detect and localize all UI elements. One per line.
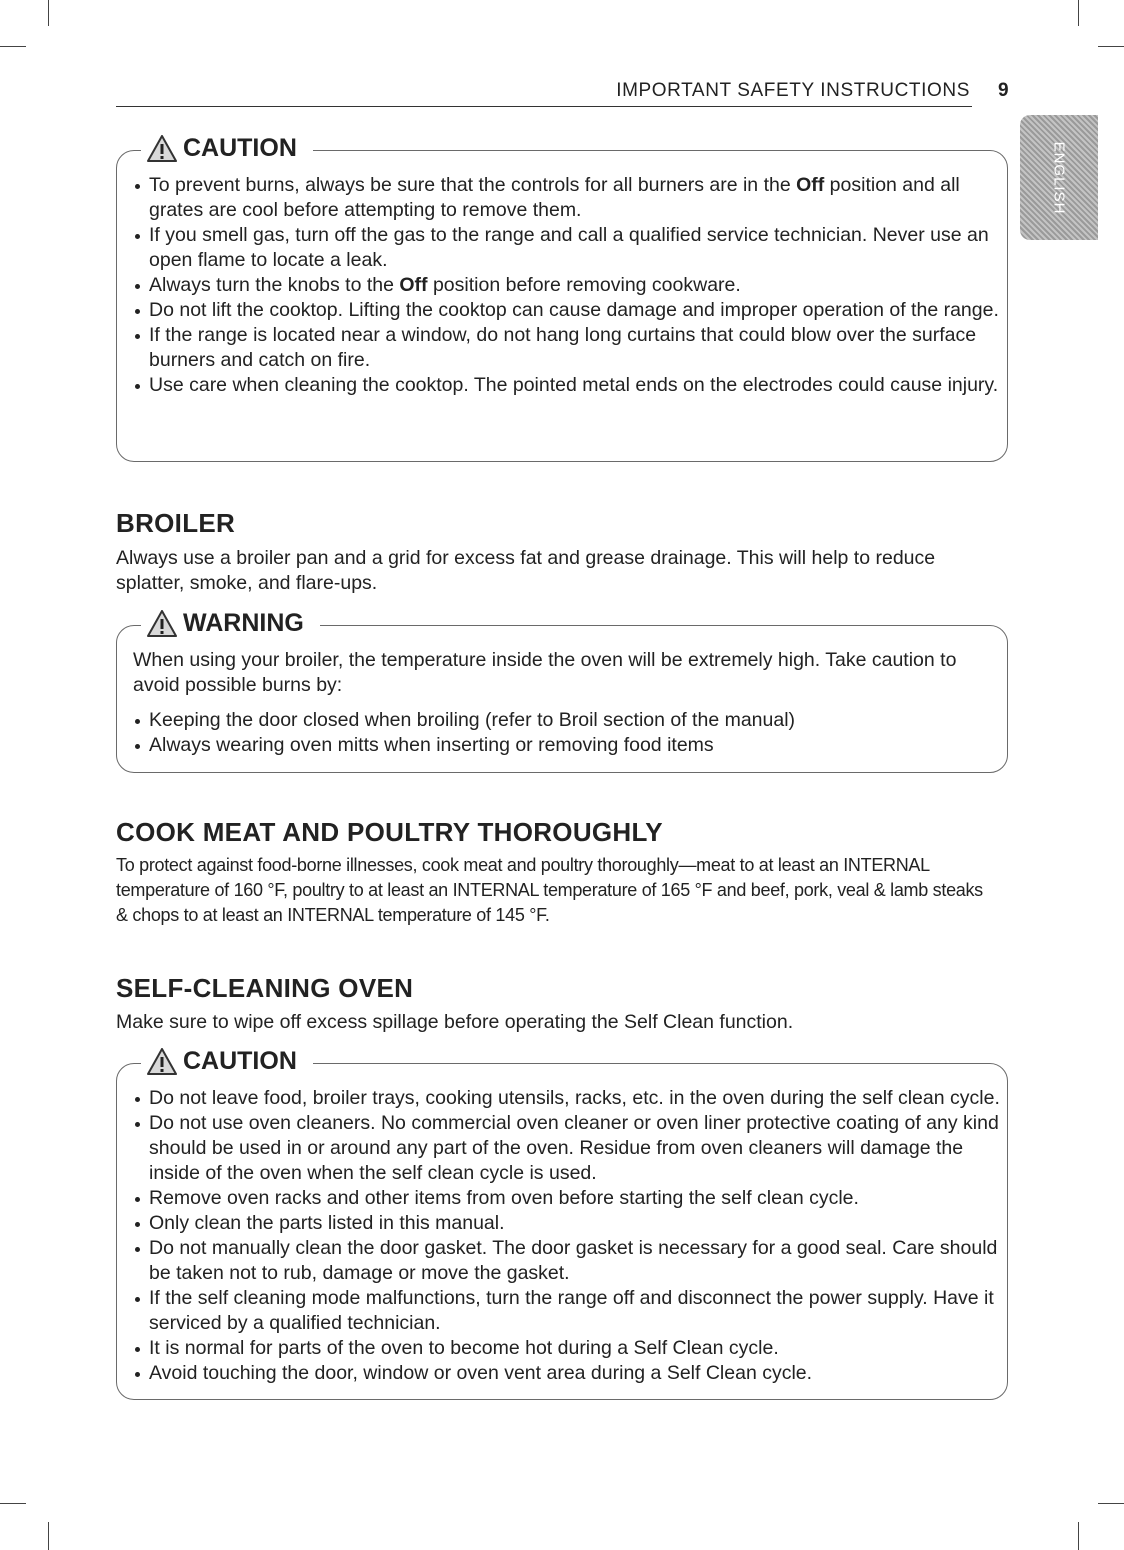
caution-list [117,1086,1007,1386]
bullet-text: Do not lift the cooktop. Lifting the cooktop can cause damage and improper operation of the range. [149,299,999,321]
warning-title [141,609,320,638]
bullet-item [117,1286,1007,1336]
bullet-text: Use care when cleaning the cooktop. The pointed metal ends on the electrodes could cause injury. [149,374,999,396]
crop-mark [1078,1522,1079,1550]
caution-box-self-clean [116,1047,1008,1400]
emphasis-text: Off [399,274,428,296]
bullet-item [117,1336,1007,1361]
bullet-item [117,1111,1007,1186]
bullet-text: Keeping the door closed when broiling (refer to Broil section of the manual) [149,709,796,731]
bullet-text: Avoid touching the door, window or oven vent area during a Self Clean cycle. [149,1362,813,1384]
language-tab-label: ENGLISH [1050,141,1068,214]
caution-title [141,134,313,163]
cook-meat-body: To protect against food-borne illnesses, cook meat and poultry thoroughly—meat to at least an INTERNAL temperature of 160 °F, poultry to at least an INTERNAL temperature of 165 °F and beef, pork, veal & lamb steaks & chops to at least an INTERNAL temperature of 145 °F. [116,855,983,925]
warning-list [117,708,1007,758]
bullet-text: If the self cleaning mode malfunctions, turn the range off and disconnect the power supply. Have it serviced by a qualified technician. [149,1287,994,1334]
bullet-text: Do not use oven cleaners. No commercial oven cleaner or oven liner protective coating of any kind should be used in or around any part of the oven. Residue from oven cleaners will damage the inside of the oven when the self clean cycle is used. [149,1112,999,1184]
bullet-text: Remove oven racks and other items from oven before starting the self clean cycle. [149,1187,859,1209]
running-header: IMPORTANT SAFETY INSTRUCTIONS [616,80,970,101]
bullet-item [117,273,1007,298]
crop-mark [48,1522,49,1550]
crop-mark [0,46,26,47]
bullet-text: Only clean the parts listed in this manual. [149,1212,505,1234]
crop-mark [1098,46,1124,47]
caution-title [141,1047,313,1076]
bullet-item [117,1211,1007,1236]
bullet-item [117,708,1007,733]
bullet-text: position and all grates are cool before attempting to remove them. [149,174,960,221]
bullet-item [117,1361,1007,1386]
broiler-heading: BROILER [116,508,236,538]
bullet-item [117,373,1007,398]
bullet-text: Always turn the knobs to the [149,274,400,296]
warning-box-broiler [116,609,1008,773]
warning-intro: When using your broiler, the temperature inside the oven will be extremely high. Take caution to avoid possible burns by: [133,649,957,696]
header-divider [116,106,972,107]
warning-title-label: WARNING [183,609,304,637]
bullet-text: If you smell gas, turn off the gas to the range and call a qualified service technician. Never use an open flame to locate a leak. [149,224,989,271]
bullet-text: It is normal for parts of the oven to become hot during a Self Clean cycle. [149,1337,779,1359]
caution-box-cooktop [116,134,1008,462]
caution-title-label: CAUTION [183,1047,297,1075]
bullet-text: position before removing cookware. [427,274,741,296]
crop-mark [48,0,49,26]
warning-triangle-icon [147,610,177,637]
emphasis-text: Off [796,174,825,196]
crop-mark [0,1503,26,1504]
self-cleaning-heading: SELF-CLEANING OVEN [116,973,414,1003]
bullet-item [117,1086,1007,1111]
warning-triangle-icon [147,135,177,162]
bullet-item [117,223,1007,273]
warning-triangle-icon [147,1048,177,1075]
bullet-text: Do not leave food, broiler trays, cooking utensils, racks, etc. in the oven during the self clean cycle. [149,1087,1000,1109]
bullet-text: Do not manually clean the door gasket. The door gasket is necessary for a good seal. Care should be taken not to rub, damage or move the gasket. [149,1237,998,1284]
cook-meat-heading: COOK MEAT AND POULTRY THOROUGHLY [116,817,663,847]
broiler-body: Always use a broiler pan and a grid for excess fat and grease drainage. This will help to reduce splatter, smoke, and flare-ups. [116,547,936,594]
bullet-item [117,733,1007,758]
bullet-item [117,298,1007,323]
crop-mark [1078,0,1079,26]
bullet-item [117,323,1007,373]
bullet-item [117,1186,1007,1211]
bullet-item [117,1236,1007,1286]
bullet-item [117,173,1007,223]
caution-title-label: CAUTION [183,134,297,162]
bullet-text: To prevent burns, always be sure that the controls for all burners are in the [149,174,797,196]
self-cleaning-body: Make sure to wipe off excess spillage before operating the Self Clean function. [116,1011,794,1033]
language-tab [1020,115,1098,240]
bullet-text: Always wearing oven mitts when inserting or removing food items [149,734,714,756]
crop-mark [1098,1503,1124,1504]
caution-list [117,173,1007,398]
page-number: 9 [998,80,1009,101]
bullet-text: If the range is located near a window, do not hang long curtains that could blow over the surface burners and catch on fire. [149,324,977,371]
